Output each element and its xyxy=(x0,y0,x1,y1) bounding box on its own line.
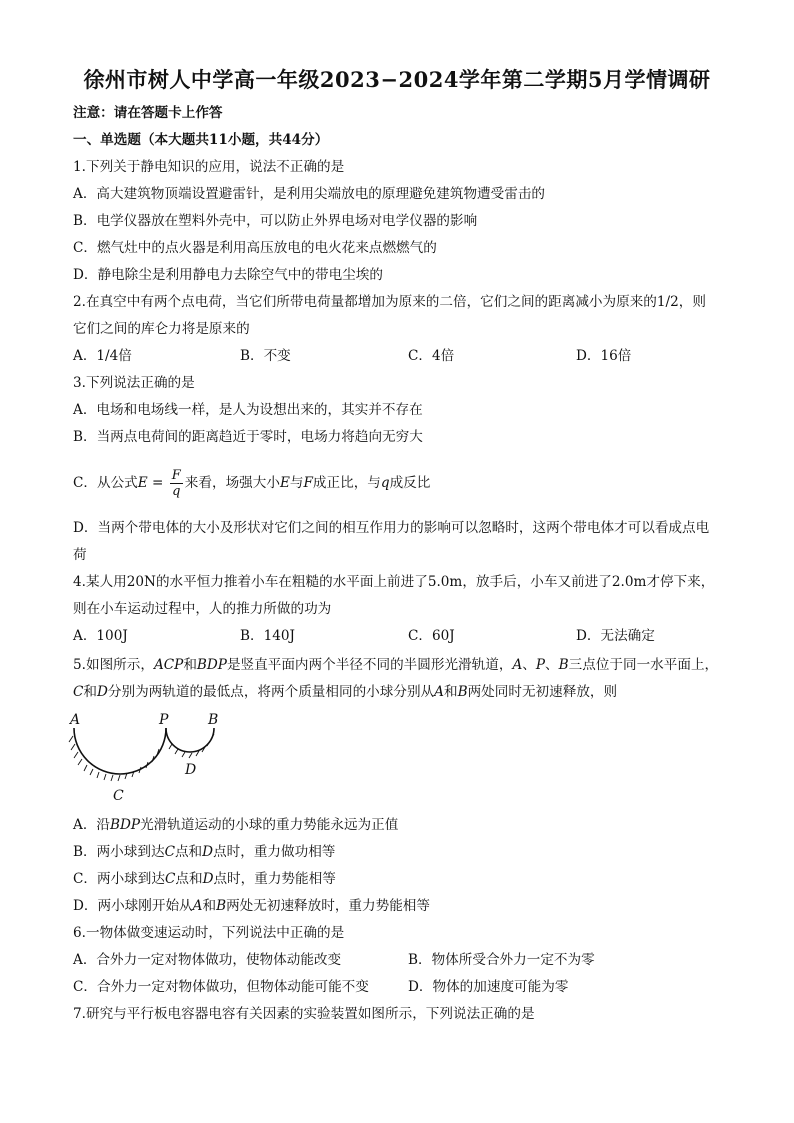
q1-option-b: B．电学仪器放在塑料外壳中，可以防止外界电场对电学仪器的影响 xyxy=(73,213,478,229)
q4-stem-line2: 则在小车运动过程中，人的推力所做的功为 xyxy=(73,601,332,617)
q1-option-d: D．静电除尘是利用静电力去除空气中的带电尘埃的 xyxy=(73,267,383,283)
q3c-mid1: 来看，场强大小 xyxy=(184,475,280,491)
q3-option-b: B．当两点电荷间的距离趋近于零时，电场力将趋向无穷大 xyxy=(73,429,423,445)
q5s1-t4: 、 xyxy=(522,657,536,673)
q5b-t3: 点时，重力做功相等 xyxy=(213,844,336,860)
q5s2-t1: 和 xyxy=(83,684,97,700)
q3c-equals: = xyxy=(147,475,168,491)
q5-option-d xyxy=(73,896,733,916)
q5s1-t6: 三点位于同一水平面上， xyxy=(568,657,719,673)
q7-stem: 7.研究与平行板电容器电容有关因素的实验装置如图所示，下列说法正确的是 xyxy=(73,1006,535,1022)
q5s1-v2: BDP xyxy=(196,657,227,673)
q4-option-c: C．60J xyxy=(408,628,455,644)
q5b-v2: D xyxy=(202,844,214,860)
q5s1-v5: B xyxy=(558,657,569,673)
q5c-v1: C xyxy=(164,871,176,887)
q3c-suffix: 成反比 xyxy=(389,475,431,491)
q3-option-a: A．电场和电场线一样，是人为设想出来的，其实并不存在 xyxy=(73,402,423,418)
q5s2-v2: D xyxy=(97,684,108,700)
q5-option-c xyxy=(73,869,733,889)
q6-option-a: A．合外力一定对物体做功，使物体动能改变 xyxy=(73,952,342,968)
q3c-fraction xyxy=(170,468,183,499)
q5a-t1: A．沿 xyxy=(73,817,111,833)
q5s1-t3: 是竖直平面内两个半径不同的半圆形光滑轨道， xyxy=(226,657,513,673)
small-semicircle-track xyxy=(166,728,214,752)
q5d-v2: B xyxy=(216,898,227,914)
q3c-var-q2: q xyxy=(380,475,390,491)
notice: 注意：请在答题卡上作答 xyxy=(73,105,223,121)
q5d-v1: A xyxy=(192,898,203,914)
q5s1-v1: ACP xyxy=(153,657,184,673)
label-b: B xyxy=(208,712,219,728)
q5s2-t4: 两处同时无初速释放，则 xyxy=(467,684,618,700)
small-track-hatching xyxy=(169,734,214,758)
q5d-t2: 和 xyxy=(202,898,217,914)
q4-stem-line1: 4.某人用20N的水平恒力推着小车在粗糙的水平面上前进了5.0m，放手后，小车又前进了2.0m才停下来， xyxy=(73,574,715,590)
q5b-t1: B．两小球到达 xyxy=(73,844,165,860)
q4-option-d: D．无法确定 xyxy=(576,628,655,644)
q5s1-t2: 和 xyxy=(183,657,197,673)
q3c-var-e2: E xyxy=(279,475,290,491)
q3c-mid3: 成正比，与 xyxy=(312,475,381,491)
q5c-v2: D xyxy=(202,871,214,887)
q5s2-v4: B xyxy=(457,684,468,700)
q2-option-d: D．16倍 xyxy=(576,348,632,364)
q5s2-t3: 和 xyxy=(443,684,458,700)
q5-track-figure xyxy=(68,708,228,808)
q5s2-v3: A xyxy=(434,684,444,700)
q5a-v1: BDP xyxy=(110,817,141,833)
q5a-t2: 光滑轨道运动的小球的重力势能永远为正值 xyxy=(140,817,399,833)
q5c-t1: C．两小球到达 xyxy=(73,871,165,887)
big-semicircle-track xyxy=(74,728,166,774)
q6-stem: 6.一物体做变速运动时，下列说法中正确的是 xyxy=(73,925,345,941)
label-c: C xyxy=(113,788,124,804)
q5s1-t1: 5.如图所示， xyxy=(73,657,154,673)
q3-option-d-line2: 荷 xyxy=(73,547,87,563)
q5s1-v4: P xyxy=(535,657,546,673)
q4-option-b: B．140J xyxy=(240,628,295,644)
q5c-t3: 点时，重力势能相等 xyxy=(213,871,336,887)
q6-option-c: C．合外力一定对物体做功，但物体动能可能不变 xyxy=(73,979,369,995)
q6-option-b: B．物体所受合外力一定不为零 xyxy=(408,952,595,968)
q3c-frac-denominator: q xyxy=(172,484,181,499)
q5s1-t5: 、 xyxy=(545,657,559,673)
label-a: A xyxy=(70,712,81,728)
q5-option-b xyxy=(73,842,733,862)
q6-option-d: D．物体的加速度可能为零 xyxy=(408,979,569,995)
q3-option-c xyxy=(73,464,733,502)
q1-stem: 1.下列关于静电知识的应用，说法不正确的是 xyxy=(73,159,345,175)
q2-option-b: B．不变 xyxy=(240,348,291,364)
q3c-frac-numerator: F xyxy=(171,468,181,483)
q3c-mid2: 与 xyxy=(289,475,304,491)
q5b-v1: C xyxy=(164,844,175,860)
q3-option-d-line1: D．当两个带电体的大小及形状对它们之间的相互作用力的影响可以忽略时，这两个带电体才可以看成点电 xyxy=(73,520,710,536)
q5s2-v1: C xyxy=(73,684,84,700)
q4-option-a: A．100J xyxy=(73,628,128,644)
label-p: P xyxy=(159,712,169,728)
q3-stem: 3.下列说法正确的是 xyxy=(73,375,195,391)
q5-stem-line1 xyxy=(73,655,733,675)
q2-option-a: A．1/4倍 xyxy=(73,348,132,364)
q3c-var-f2: F xyxy=(303,475,313,491)
q5-stem-line2 xyxy=(73,682,733,702)
q5s1-v3: A xyxy=(512,657,523,673)
q1-option-c: C．燃气灶中的点火器是利用高压放电的电火花来点燃燃气的 xyxy=(73,240,437,256)
q5c-t2: 点和 xyxy=(175,871,203,887)
section-heading: 一、单选题（本大题共11小题，共44分） xyxy=(73,132,329,148)
q5b-t2: 点和 xyxy=(174,844,203,860)
q3c-prefix: C．从公式 xyxy=(73,475,138,491)
q2-option-c: C．4倍 xyxy=(408,348,455,364)
q5d-t1: D．两小球刚开始从 xyxy=(73,898,193,914)
label-d: D xyxy=(185,762,197,778)
q2-stem-line1: 2.在真空中有两个点电荷，当它们所带电荷量都增加为原来的二倍，它们之间的距离减小为原来的1/2，则 xyxy=(73,294,706,310)
q5s2-t2: 分别为两轨道的最低点，将两个质量相同的小球分别从 xyxy=(107,684,435,700)
q2-stem-line2: 它们之间的库仑力将是原来的 xyxy=(73,321,250,337)
q5-option-a xyxy=(73,815,733,835)
q3c-var-e: E xyxy=(137,475,148,491)
q1-option-a: A．高大建筑物顶端设置避雷针，是利用尖端放电的原理避免建筑物遭受雷击的 xyxy=(73,186,546,202)
q5d-t3: 两处无初速释放时，重力势能相等 xyxy=(226,898,430,914)
exam-title: 徐州市树人中学高一年级2023−2024学年第二学期5月学情调研 xyxy=(83,67,711,92)
